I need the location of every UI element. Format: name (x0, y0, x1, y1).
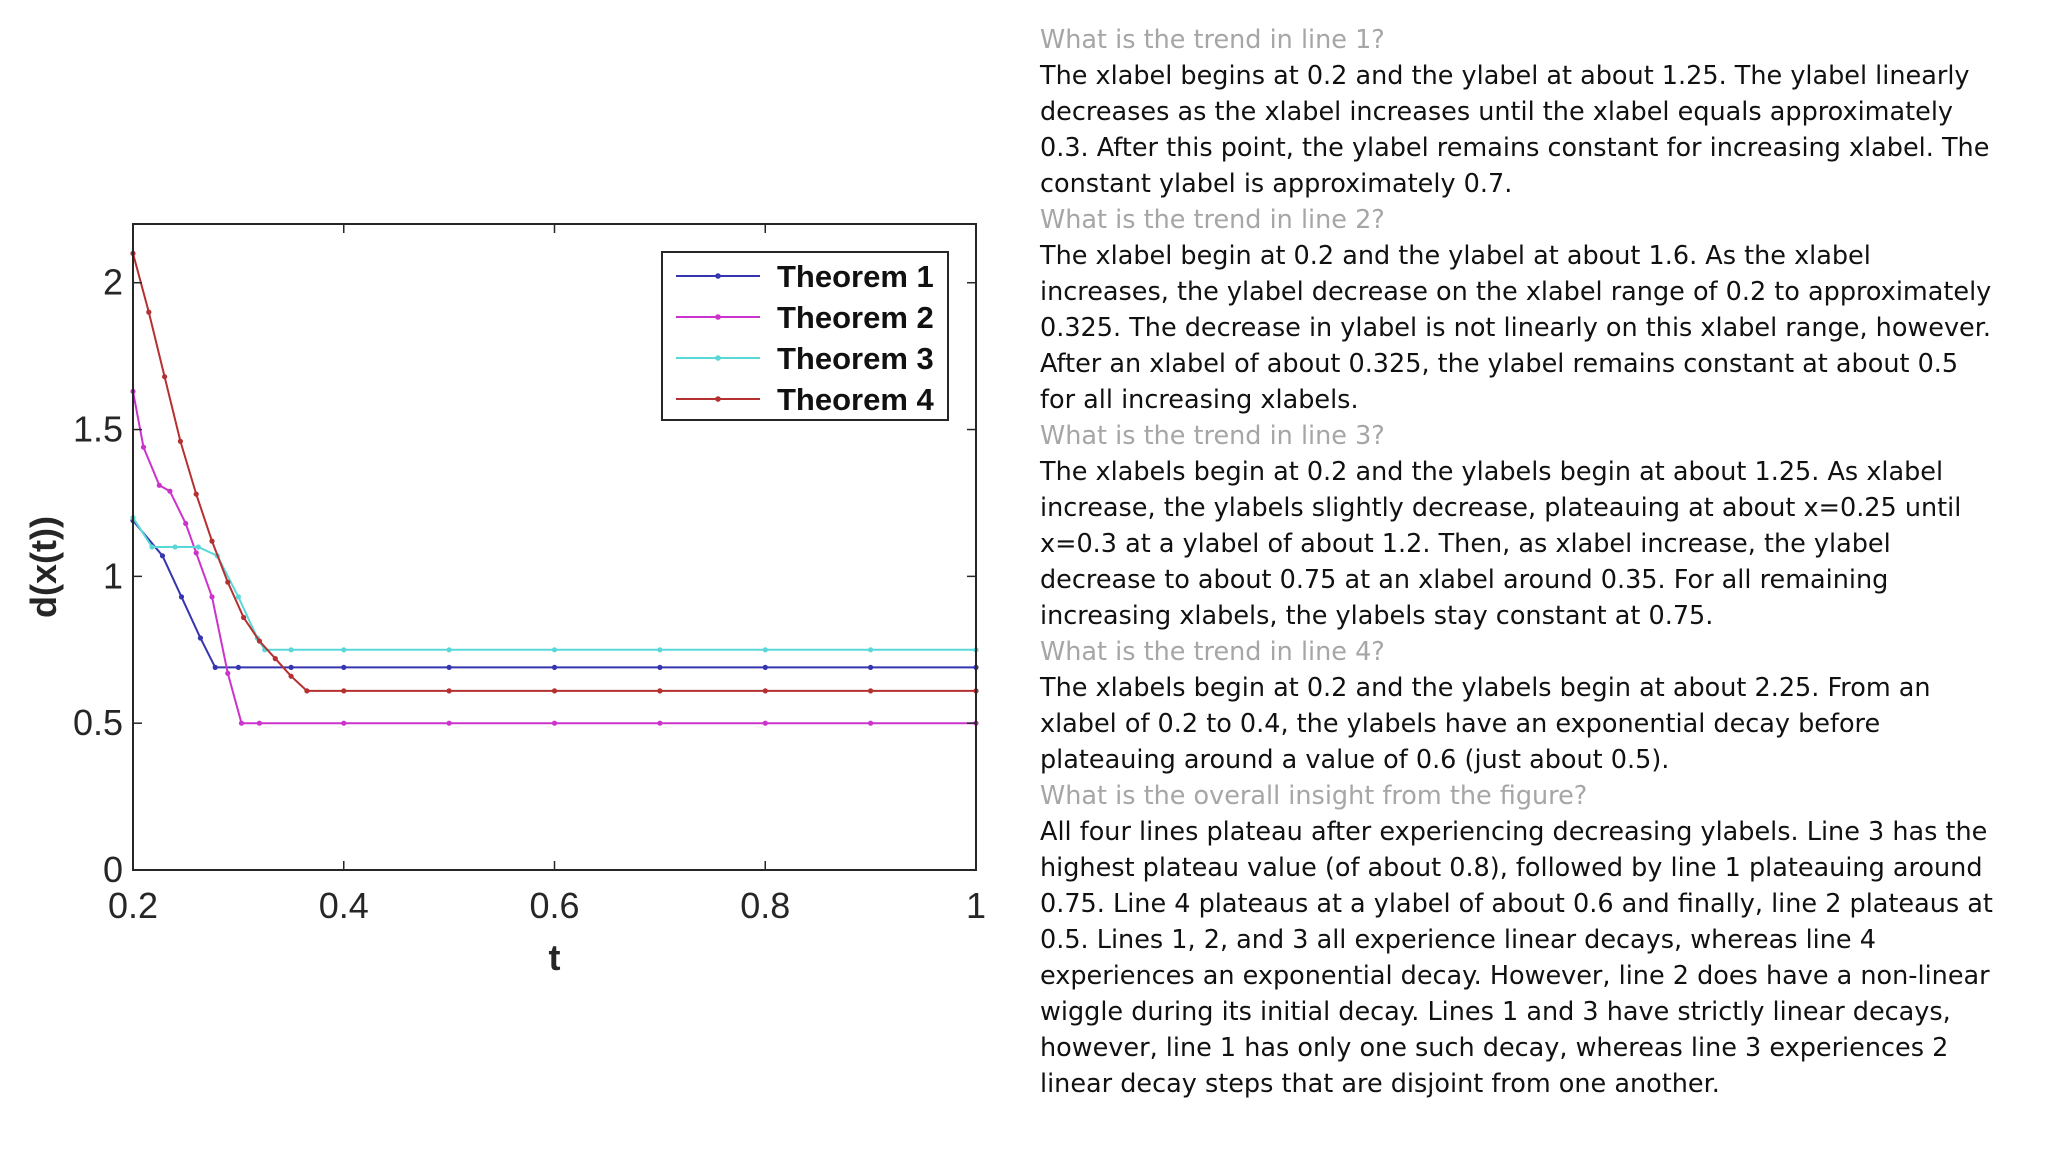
series-4-point (241, 615, 246, 620)
x-tick-label: 0.8 (740, 885, 791, 926)
series-line-3 (133, 518, 976, 650)
series-2-point (183, 521, 188, 526)
series-1-point (552, 665, 557, 670)
qa-question: What is the overall insight from the figure? (1040, 781, 1588, 811)
series-1-point (341, 665, 346, 670)
series-2-point (157, 483, 162, 488)
series-4-point (868, 688, 873, 693)
qa-question: What is the trend in line 2? (1040, 205, 1385, 235)
qa-panel (1040, 22, 2000, 1102)
series-4-point (552, 688, 557, 693)
qa-answer: All four lines plateau after experiencing decreasing ylabels. Line 3 has the highest plateau value (of about 0.8), followed by line 1 plateauing around 0.75. Line 4 plateaus at a ylabel of about 0.6 and finally, line 2 plateaus at 0.5. Lines 1, 2, and 3 all experience linear decays, whereas line 4 experiences an exponential decay. However, line 2 does have a non-linear wiggle during its initial decay. Lines 1 and 3 have strictly linear decays, however, line 1 has only one such decay, whereas line 3 experiences 2 linear decay steps that are disjoint from one another. (1040, 817, 1993, 1099)
series-3-point (149, 544, 154, 549)
series-3-point (341, 647, 346, 652)
y-tick-label: 2 (102, 261, 123, 303)
series-4-point (289, 674, 294, 679)
series-4-point (225, 580, 230, 585)
series-2-point (447, 721, 452, 726)
series-4-point (162, 374, 167, 379)
series-3-point (236, 594, 241, 599)
qa-question: What is the trend in line 3? (1040, 421, 1385, 451)
series-4-point (178, 439, 183, 444)
series-4-point (447, 688, 452, 693)
qa-answer: The xlabels begin at 0.2 and the ylabels begin at about 1.25. As xlabel increase, the ylabels slightly decrease, plateauing at about x=0.25 until x=0.3 at a ylabel of about 1.2. Then, as xlabel increase, the ylabel decrease to about 0.75 at an xlabel around 0.35. For all remaining increasing xlabels, the ylabels stay constant at 0.75. (1040, 457, 1962, 631)
qa-question: What is the trend in line 1? (1040, 25, 1385, 55)
legend-marker-2 (715, 314, 721, 320)
series-4-point (194, 492, 199, 497)
series-4-point (209, 539, 214, 544)
legend-marker-4 (715, 396, 721, 402)
series-2-point (141, 445, 146, 450)
series-3-point (763, 647, 768, 652)
legend-label-4: Theorem 4 (777, 382, 934, 417)
series-1-point (657, 665, 662, 670)
series-1-point (179, 594, 184, 599)
series-line-2 (133, 391, 976, 723)
series-1-point (447, 665, 452, 670)
legend-label-1: Theorem 1 (777, 259, 934, 294)
series-1-point (236, 665, 241, 670)
line-chart (0, 0, 1010, 1000)
x-tick-label: 0.2 (107, 885, 159, 926)
series-2-point (657, 721, 662, 726)
series-2-point (225, 671, 230, 676)
legend-label-2: Theorem 2 (777, 300, 934, 335)
y-tick-label: 1 (102, 555, 123, 597)
series-4-point (257, 638, 262, 643)
series-2-point (239, 721, 244, 726)
series-2-point (194, 550, 199, 555)
series-3-point (552, 647, 557, 652)
legend-label-3: Theorem 3 (777, 341, 934, 376)
series-1-point (213, 665, 218, 670)
legend-marker-1 (715, 273, 721, 279)
series-4-point (304, 688, 309, 693)
x-tick-label: 0.6 (529, 885, 580, 926)
legend-marker-3 (715, 355, 721, 361)
series-3-point (657, 647, 662, 652)
series-3-point (196, 544, 201, 549)
series-4-point (657, 688, 662, 693)
series-2-point (167, 489, 172, 494)
y-tick-labels (73, 262, 123, 890)
series-1-point (198, 635, 203, 640)
series-4-point (146, 310, 151, 315)
y-tick-label: 0.5 (72, 702, 123, 744)
series-1-point (763, 665, 768, 670)
series-line-1 (133, 521, 976, 668)
x-tick-labels (108, 885, 986, 926)
series-3-point (447, 647, 452, 652)
series-1-point (160, 553, 165, 558)
y-tick-label: 0 (102, 849, 123, 890)
series-2-point (552, 721, 557, 726)
y-tick-label: 1.5 (72, 408, 123, 450)
series-2-point (763, 721, 768, 726)
series-2-point (868, 721, 873, 726)
series-3-point (289, 647, 294, 652)
x-axis-label: t (548, 937, 561, 978)
series-2-point (341, 721, 346, 726)
series-1-point (289, 665, 294, 670)
series-2-point (257, 721, 262, 726)
x-tick-label: 1 (965, 885, 987, 926)
legend (662, 252, 948, 420)
series-4-point (763, 688, 768, 693)
series-4-point (273, 656, 278, 661)
series-2-point (209, 594, 214, 599)
qa-answer: The xlabels begin at 0.2 and the ylabels begin at about 2.25. From an xlabel of 0.2 to 0.4, the ylabels have an exponential decay before plateauing around a value of 0.6 (just about 0.5). (1040, 673, 1931, 775)
qa-question: What is the trend in line 4? (1040, 637, 1385, 667)
series-3-point (868, 647, 873, 652)
series-1-point (868, 665, 873, 670)
series-4-point (341, 688, 346, 693)
series-3-point (173, 544, 178, 549)
x-tick-label: 0.4 (318, 885, 369, 926)
y-axis-label: d(x(t)) (23, 516, 64, 618)
qa-answer: The xlabel begins at 0.2 and the ylabel at about 1.25. The ylabel linearly decreases as the xlabel increases until the xlabel equals approximately 0.3. After this point, the ylabel remains constant for increasing xlabel. The constant ylabel is approximately 0.7. (1040, 61, 1990, 199)
qa-answer: The xlabel begin at 0.2 and the ylabel at about 1.6. As the xlabel increases, the ylabel decrease on the xlabel range of 0.2 to approximately 0.325. The decrease in ylabel is not linearly on this xlabel range, however. After an xlabel of about 0.325, the ylabel remains constant at about 0.5 for all increasing xlabels. (1040, 241, 1992, 415)
